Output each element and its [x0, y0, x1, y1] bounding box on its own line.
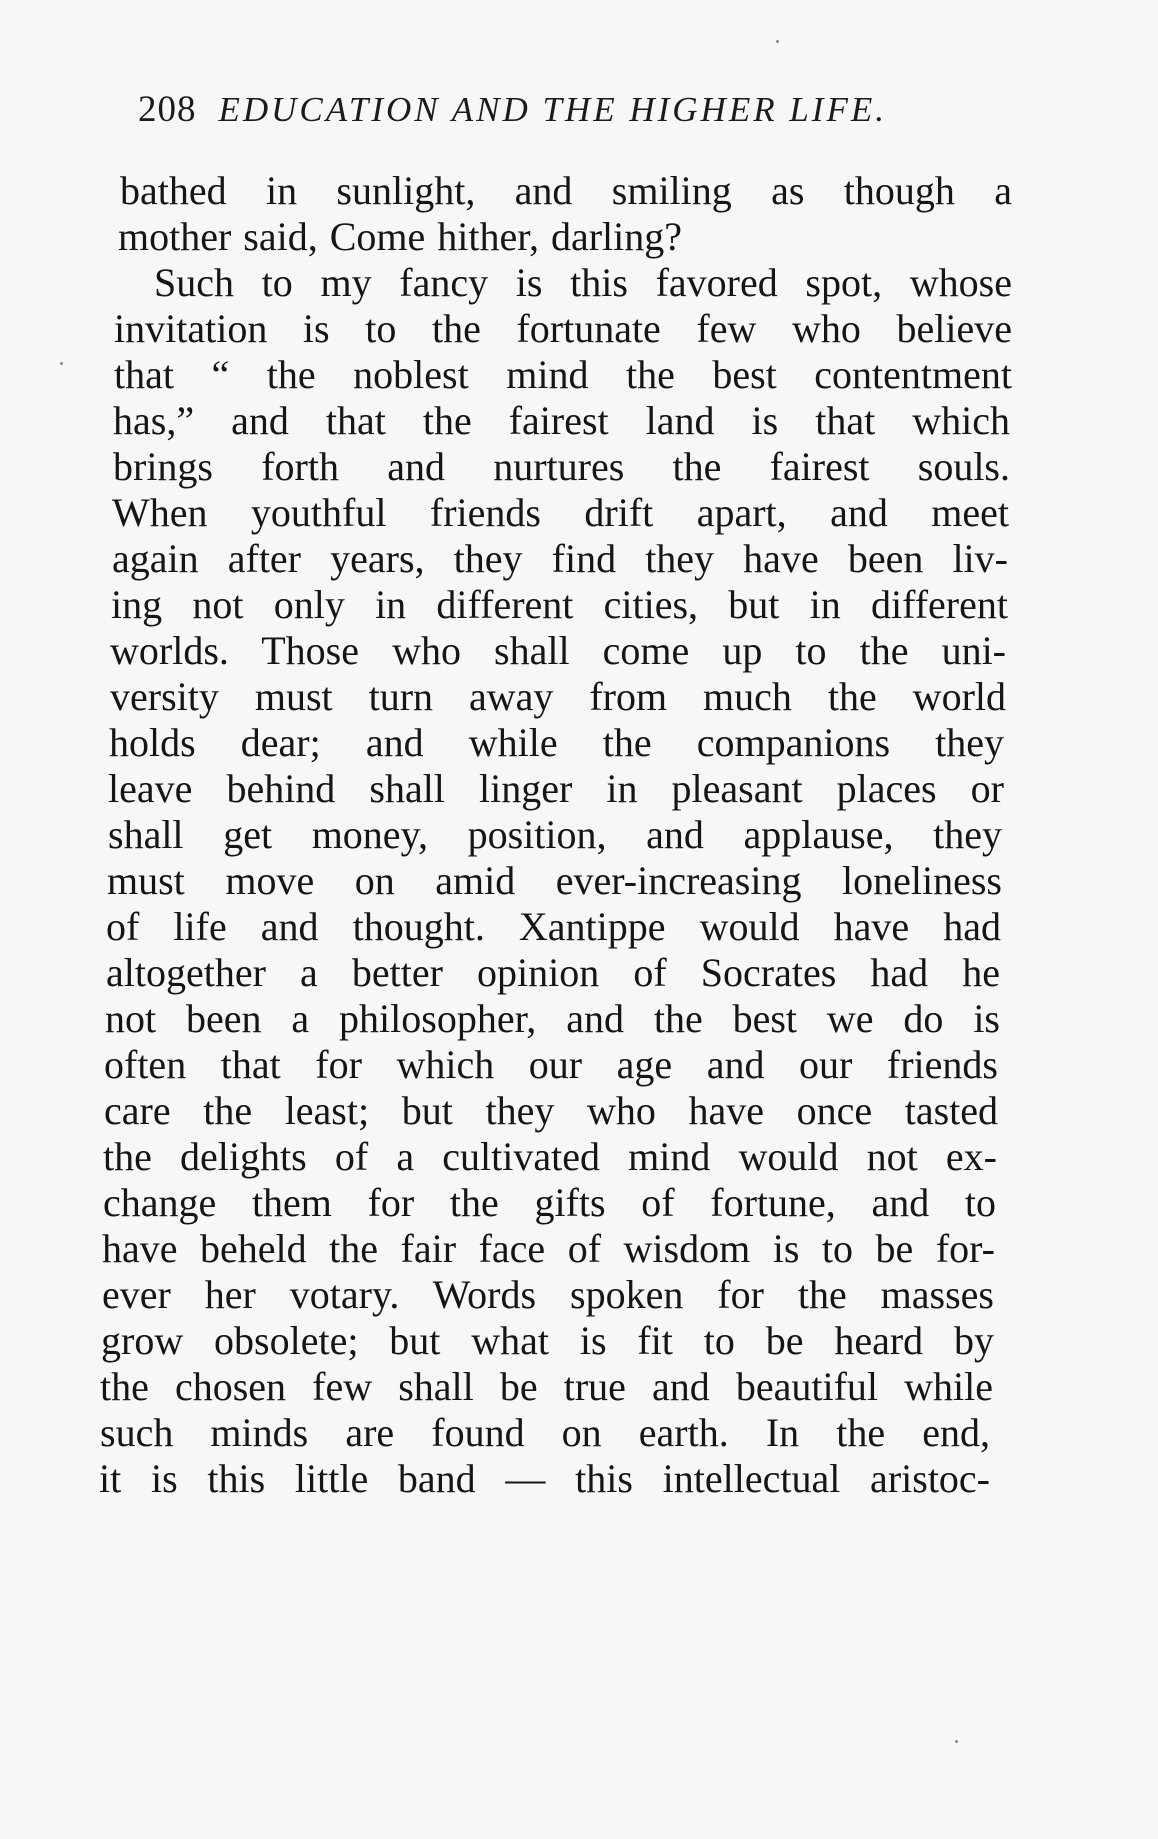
running-header	[138, 88, 1038, 138]
body-text	[99, 166, 1040, 1766]
paragraph-first-line: Such to my fancy is this favored spot, whose	[154, 260, 1012, 305]
text-line: invitation is to the fortunate few who believe	[114, 306, 1012, 351]
text-line: leave behind shall linger in pleasant places or	[108, 766, 1004, 811]
text-line: not been a philosopher, and the best we do is	[105, 996, 1000, 1041]
text-line: again after years, they find they have been liv-	[112, 536, 1008, 581]
text-line: holds dear; and while the companions they	[109, 720, 1004, 765]
text-line: that “ the noblest mind the best contentment	[114, 352, 1012, 397]
text-line: bathed in sunlight, and smiling as though a	[120, 168, 1012, 213]
text-line: it is this little band — this intellectual aristoc-	[99, 1456, 990, 1501]
text-line: ever her votary. Words spoken for the masses	[102, 1272, 994, 1317]
text-line: the chosen few shall be true and beautiful while	[100, 1364, 993, 1409]
text-line: have beheld the fair face of wisdom is to be for-	[102, 1226, 995, 1271]
text-line: brings forth and nurtures the fairest souls.	[113, 444, 1010, 489]
text-line: grow obsolete; but what is fit to be heard by	[101, 1318, 994, 1363]
paper-speck	[955, 1740, 958, 1743]
text-line: must move on amid ever-increasing loneliness	[107, 858, 1002, 903]
text-line: of life and thought. Xantippe would have had	[106, 904, 1001, 949]
text-line: shall get money, position, and applause, they	[108, 812, 1002, 857]
paper-speck	[60, 362, 63, 365]
text-line: often that for which our age and our friends	[104, 1042, 998, 1087]
text-line: care the least; but they who have once tasted	[104, 1088, 998, 1133]
paper-speck	[776, 40, 779, 43]
text-line: such minds are found on earth. In the end,	[100, 1410, 990, 1455]
text-line: the delights of a cultivated mind would not ex-	[103, 1134, 997, 1179]
text-line: worlds. Those who shall come up to the uni-	[110, 628, 1006, 673]
text-line: altogether a better opinion of Socrates had he	[106, 950, 1000, 995]
running-title: EDUCATION AND THE HIGHER LIFE.	[218, 90, 887, 129]
text-line: versity must turn away from much the world	[110, 674, 1006, 719]
text-line: When youthful friends drift apart, and meet	[112, 490, 1009, 535]
text-line: has,” and that the fairest land is that which	[113, 398, 1010, 443]
text-line: mother said, Come hither, darling?	[118, 214, 683, 259]
text-line: ing not only in different cities, but in different	[111, 582, 1008, 627]
page-number: 208	[138, 89, 197, 130]
text-line: change them for the gifts of fortune, and to	[103, 1180, 996, 1225]
